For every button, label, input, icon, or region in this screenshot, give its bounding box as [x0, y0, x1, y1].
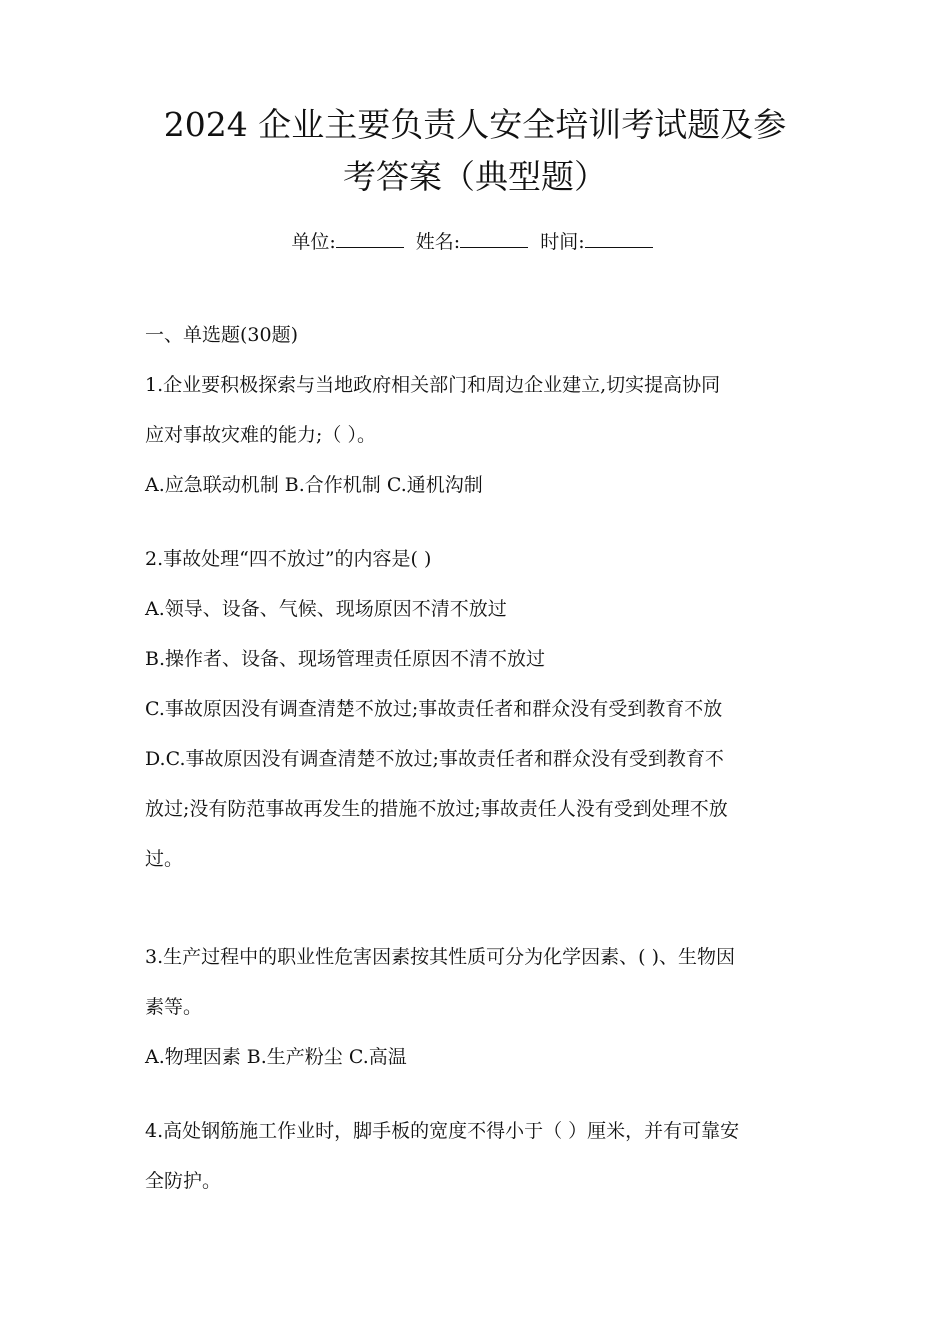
q2-option-d-line3: 过。 — [145, 848, 184, 870]
q3-text-line1: 3.生产过程中的职业性危害因素按其性质可分为化学因素、( )、生物因 — [145, 946, 735, 968]
doc-title-line1: 2024 企业主要负责人安全培训考试题及参 — [163, 105, 787, 144]
q4-text-line2: 全防护。 — [145, 1170, 222, 1192]
name-blank — [460, 233, 528, 248]
time-blank — [585, 233, 653, 248]
time-label: 时间: — [540, 231, 585, 253]
q1-options: A.应急联动机制 B.合作机制 C.通机沟制 — [145, 474, 483, 496]
q4-text-line1: 4.高处钢筋施工作业时，脚手板的宽度不得小于（ ）厘米，并有可靠安 — [145, 1120, 740, 1142]
section-heading: 一、单选题(30题) — [145, 324, 299, 346]
meta-fields — [0, 227, 950, 254]
unit-blank — [336, 233, 404, 248]
q2-option-c: C.事故原因没有调查清楚不放过;事故责任者和群众没有受到教育不放 — [145, 698, 723, 720]
doc-title-line2: 考答案（典型题） — [343, 157, 607, 196]
q2-option-b: B.操作者、设备、现场管理责任原因不清不放过 — [145, 648, 546, 670]
unit-label: 单位: — [291, 231, 336, 253]
name-label: 姓名: — [415, 231, 461, 253]
q2-option-d-line1: D.C.事故原因没有调查清楚不放过;事故责任者和群众没有受到教育不 — [145, 748, 724, 770]
q1-text-line1: 1.企业要积极探索与当地政府相关部门和周边企业建立,切实提高协同 — [145, 374, 721, 396]
q2-option-a: A.领导、设备、气候、现场原因不清不放过 — [145, 598, 507, 620]
q3-text-line2: 素等。 — [145, 996, 203, 1018]
q2-option-d-line2: 放过;没有防范事故再发生的措施不放过;事故责任人没有受到处理不放 — [145, 798, 728, 820]
q1-text-line2: 应对事故灾难的能力;（ ）。 — [145, 424, 376, 446]
q3-options: A.物理因素 B.生产粉尘 C.高温 — [145, 1046, 407, 1068]
q2-text: 2.事故处理“四不放过”的内容是( ) — [145, 548, 432, 570]
